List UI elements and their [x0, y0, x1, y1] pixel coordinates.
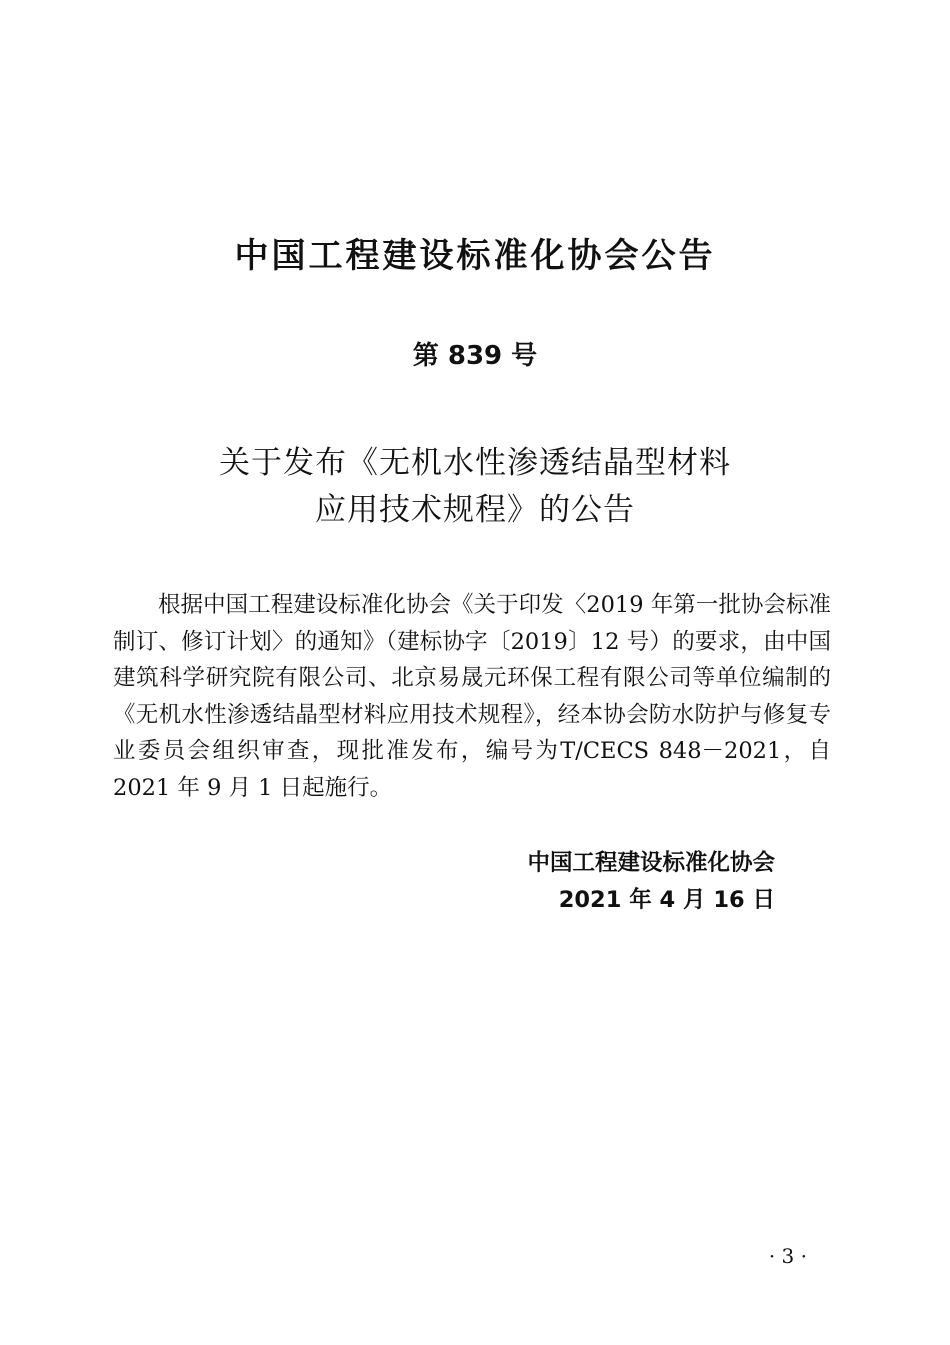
signoff-org: 中国工程建设标准化协会 — [527, 850, 775, 876]
notice-heading — [0, 440, 950, 534]
notice-body: 根据中国工程建设标准化协会《关于印发〈2019 年第一批协会标准制订、修订计划〉的通知》（建标协字〔2019〕12 号）的要求，由中国建筑科学研究院有限公司、北京易晟元环保工程有限公司等单位编制的《无机水性渗透结晶型材料应用技术规程》，经本协会防水防护与修复专业委员会组织审查，现批准发布，编号为T/CECS 848－2021，自 2021 年 9 月 1 日起施行。 — [113, 592, 831, 801]
page-number: · 3 · — [768, 1244, 807, 1268]
signoff — [527, 845, 775, 919]
notice-number: 第 839 号 — [412, 341, 538, 371]
org-title: 中国工程建设标准化协会公告 — [234, 236, 716, 276]
signoff-date: 2021 年 4 月 16 日 — [558, 887, 775, 913]
notice-heading-line-2: 应用技术规程》的公告 — [315, 492, 635, 528]
notice-heading-line-1: 关于发布《无机水性渗透结晶型材料 — [219, 445, 731, 481]
